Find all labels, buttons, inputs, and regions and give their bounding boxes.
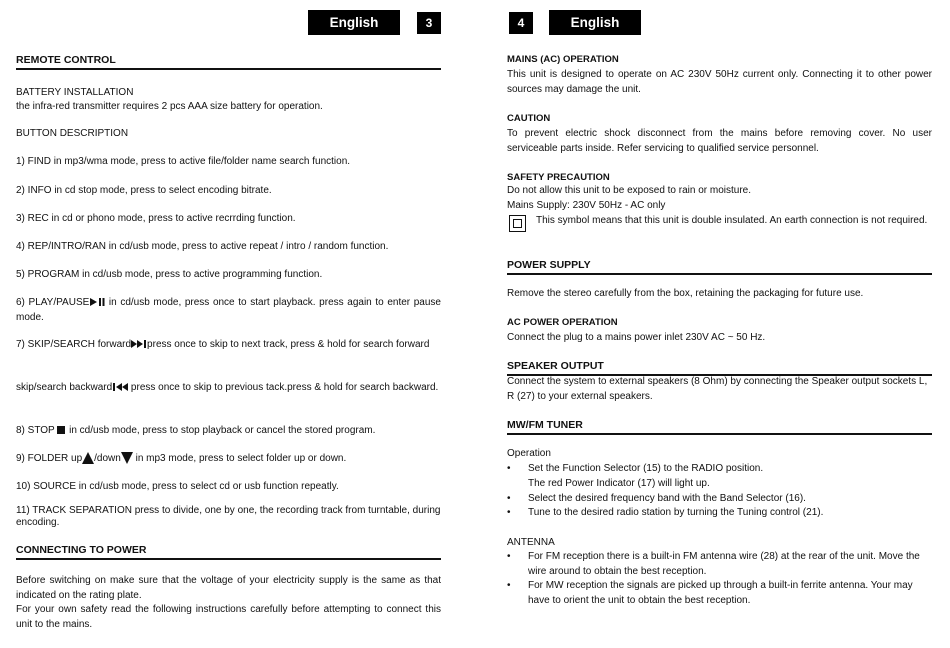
language-tab: English <box>308 10 400 35</box>
button-item-track-separation: 11) TRACK SEPARATION press to divide, one by one, the recording track from turntable, during encoding. <box>16 505 441 528</box>
bullet: • <box>507 551 511 562</box>
button-item-rep: 4) REP/INTRO/RAN in cd/usb mode, press to active repeat / intro / random function. <box>16 241 389 252</box>
button-item-rec: 3) REC in cd or phono mode, press to active recrrding function. <box>16 213 296 224</box>
bullet: • <box>507 493 511 504</box>
antenna-item: For MW reception the signals are picked up through a built-in ferrite antenna. Your may have to orient the unit to obtain the best reception. <box>528 580 913 606</box>
connecting-power-heading: CONNECTING TO POWER <box>16 544 441 560</box>
battery-text: the infra-red transmitter requires 2 pcs AAA size battery for operation. <box>16 101 323 112</box>
folder-down-icon <box>121 452 133 464</box>
remote-control-heading: REMOTE CONTROL <box>16 54 441 70</box>
power-supply-text: Remove the stereo carefully from the box, retaining the packaging for future use. <box>507 288 864 299</box>
battery-title: BATTERY INSTALLATION <box>16 87 134 98</box>
power-supply-heading: POWER SUPPLY <box>507 259 932 275</box>
caution-title: CAUTION <box>507 113 551 124</box>
bullet: • <box>507 507 511 518</box>
tuner-heading: MW/FM TUNER <box>507 419 932 435</box>
safety-symbol-text: This symbol means that this unit is double insulated. An earth connection is not required. <box>536 215 928 226</box>
bullet: • <box>507 580 511 591</box>
safety-line-2: Mains Supply: 230V 50Hz - AC only <box>507 200 666 211</box>
mains-title: MAINS (AC) OPERATION <box>507 54 619 65</box>
language-tab: English <box>549 10 641 35</box>
double-insulation-icon <box>509 215 526 232</box>
folder-up-icon <box>82 452 94 464</box>
button-item-find: 1) FIND in mp3/wma mode, press to active file/folder name search function. <box>16 156 351 167</box>
stop-icon <box>57 426 66 435</box>
button-item-folder: 9) FOLDER up /down in mp3 mode, press to select folder up or down. <box>16 453 347 464</box>
button-item-source: 10) SOURCE in cd/usb mode, press to select cd or usb function repeatly. <box>16 481 339 492</box>
operation-title: Operation <box>507 448 551 459</box>
page-number: 3 <box>417 12 441 34</box>
page-number: 4 <box>509 12 533 34</box>
left-page <box>16 0 441 648</box>
mains-text: This unit is designed to operate on AC 230V 50Hz current only. Connecting it to other power sources may damage the unit. <box>507 69 932 95</box>
antenna-title: ANTENNA <box>507 537 555 548</box>
antenna-item: For FM reception there is a built-in FM antenna wire (28) at the rear of the unit. Move the wire around to obtain the best reception. <box>528 551 920 577</box>
operation-item: The red Power Indicator (17) will light up. <box>528 478 710 489</box>
skip-forward-icon <box>131 339 147 349</box>
connecting-text-2: For your own safety read the following instructions carefully before attempting to connect this unit to the mains. <box>16 604 441 630</box>
right-page <box>507 0 932 648</box>
speaker-output-text: Connect the system to external speakers (8 Ohm) by connecting the Speaker output sockets L, R (27) to your external speakers. <box>507 376 928 402</box>
button-description-title: BUTTON DESCRIPTION <box>16 128 129 139</box>
button-item-skip-backward: skip/search backward press once to skip to previous tack.press & hold for search backward. <box>16 382 439 393</box>
speaker-output-heading: SPEAKER OUTPUT <box>507 360 932 376</box>
play-pause-icon <box>89 297 105 307</box>
button-item-play-pause: 6) PLAY/PAUSE in cd/usb mode, press once to start playback. press again to enter pause mode. <box>16 297 441 323</box>
operation-item: Select the desired frequency band with the Band Selector (16). <box>528 493 806 504</box>
operation-item: Set the Function Selector (15) to the RADIO position. <box>528 463 764 474</box>
operation-item: Tune to the desired radio station by turning the Tuning control (21). <box>528 507 824 518</box>
safety-title: SAFETY PRECAUTION <box>507 172 610 183</box>
ac-power-title: AC POWER OPERATION <box>507 317 618 328</box>
safety-line-1: Do not allow this unit to be exposed to rain or moisture. <box>507 185 752 196</box>
skip-backward-icon <box>112 382 128 392</box>
button-item-skip-forward: 7) SKIP/SEARCH forward press once to skip to next track, press & hold for search forward <box>16 339 430 350</box>
button-item-program: 5) PROGRAM in cd/usb mode, press to active programming function. <box>16 269 323 280</box>
button-item-stop: 8) STOP in cd/usb mode, press to stop playback or cancel the stored program. <box>16 425 376 436</box>
caution-text: To prevent electric shock disconnect from the mains before removing cover. No user serviceable parts inside. Refer servicing to qualified service personnel. <box>507 128 932 154</box>
ac-power-text: Connect the plug to a mains power inlet 230V AC ~ 50 Hz. <box>507 332 766 343</box>
connecting-text-1: Before switching on make sure that the voltage of your electricity supply is the same as that indicated on the rating plate. <box>16 575 441 601</box>
bullet: • <box>507 463 511 474</box>
button-item-info: 2) INFO in cd stop mode, press to select encoding bitrate. <box>16 185 272 196</box>
